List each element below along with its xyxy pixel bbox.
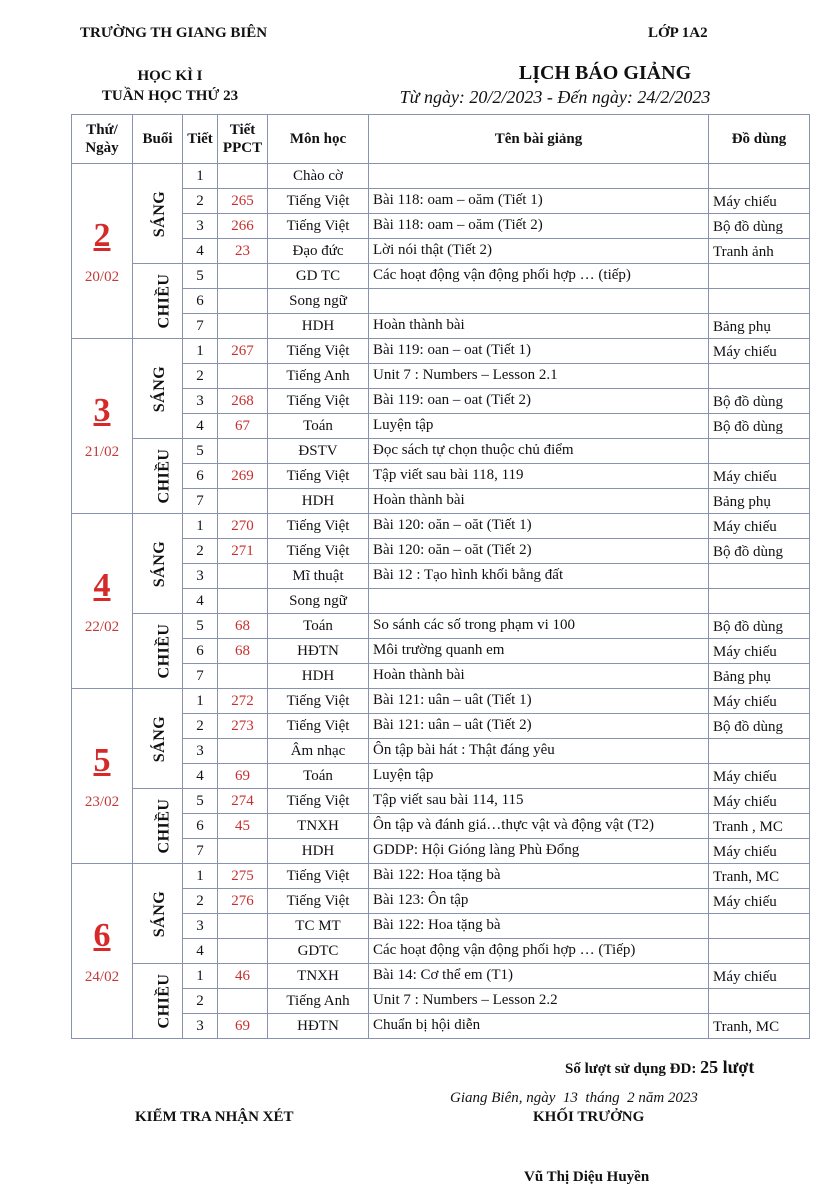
period-cell: 4 bbox=[183, 589, 218, 614]
session-label: CHIỀU bbox=[155, 623, 173, 679]
period-cell: 2 bbox=[183, 539, 218, 564]
date-range: Từ ngày: 20/2/2023 - Đến ngày: 24/2/2023 bbox=[399, 87, 711, 107]
subject-cell: HDH bbox=[268, 489, 369, 514]
lesson-cell: Bài 14: Cơ thể em (T1) bbox=[369, 964, 709, 989]
session-cell bbox=[133, 339, 183, 439]
equipment-cell: Máy chiếu bbox=[709, 789, 810, 814]
lesson-cell: Bài 119: oan – oat (Tiết 2) bbox=[369, 389, 709, 414]
subject-cell: Tiếng Việt bbox=[268, 389, 369, 414]
equipment-cell: Bộ đồ dùng bbox=[709, 614, 810, 639]
table-row bbox=[72, 564, 810, 589]
ppct-cell: 272 bbox=[218, 689, 268, 714]
period-cell: 7 bbox=[183, 664, 218, 689]
ppct-cell: 270 bbox=[218, 514, 268, 539]
ppct-cell: 69 bbox=[218, 1014, 268, 1039]
usage-value: 25 lượt bbox=[700, 1057, 755, 1077]
lesson-cell: So sánh các số trong phạm vi 100 bbox=[369, 614, 709, 639]
period-cell: 4 bbox=[183, 239, 218, 264]
session-label: SÁNG bbox=[151, 190, 169, 237]
subject-cell: Mĩ thuật bbox=[268, 564, 369, 589]
schedule-table bbox=[71, 114, 810, 1039]
term-label: HỌC KÌ I bbox=[137, 68, 203, 84]
period-cell: 1 bbox=[183, 689, 218, 714]
period-cell: 4 bbox=[183, 764, 218, 789]
session-cell bbox=[133, 439, 183, 514]
ppct-cell: 273 bbox=[218, 714, 268, 739]
subject-cell: GDTC bbox=[268, 939, 369, 964]
equipment-cell: Máy chiếu bbox=[709, 964, 810, 989]
ppct-cell bbox=[218, 939, 268, 964]
equipment-cell: Máy chiếu bbox=[709, 889, 810, 914]
ppct-cell: 274 bbox=[218, 789, 268, 814]
equipment-cell: Máy chiếu bbox=[709, 639, 810, 664]
lesson-cell: Các hoạt động vận động phối hợp … (Tiếp) bbox=[369, 939, 709, 964]
lesson-cell: Lời nói thật (Tiết 2) bbox=[369, 239, 709, 264]
lesson-cell: Hoàn thành bài bbox=[369, 489, 709, 514]
day-date: 21/02 bbox=[84, 444, 120, 460]
table-row bbox=[72, 414, 810, 439]
week-label: TUẦN HỌC THỨ 23 bbox=[101, 88, 239, 104]
equipment-cell: Bộ đồ dùng bbox=[709, 214, 810, 239]
lesson-cell: Bài 12 : Tạo hình khối bằng đất bbox=[369, 564, 709, 589]
equipment-cell: Bộ đồ dùng bbox=[709, 414, 810, 439]
period-cell: 2 bbox=[183, 714, 218, 739]
lesson-cell: Bài 118: oam – oăm (Tiết 2) bbox=[369, 214, 709, 239]
equipment-cell bbox=[709, 364, 810, 389]
ppct-cell bbox=[218, 914, 268, 939]
period-cell: 2 bbox=[183, 189, 218, 214]
subject-cell: GD TC bbox=[268, 264, 369, 289]
ppct-cell: 268 bbox=[218, 389, 268, 414]
session-cell bbox=[133, 689, 183, 789]
day-cell bbox=[72, 514, 133, 689]
session-label: SÁNG bbox=[151, 715, 169, 762]
table-row bbox=[72, 264, 810, 289]
ppct-cell bbox=[218, 989, 268, 1014]
col-header-subject: Môn học bbox=[268, 115, 369, 164]
subject-cell: HĐTN bbox=[268, 639, 369, 664]
subject-cell: Tiếng Việt bbox=[268, 189, 369, 214]
ppct-cell: 68 bbox=[218, 614, 268, 639]
term-block bbox=[80, 66, 260, 106]
day-cell bbox=[72, 339, 133, 514]
subject-cell: TNXH bbox=[268, 814, 369, 839]
equipment-cell: Máy chiếu bbox=[709, 189, 810, 214]
equipment-cell: Bộ đồ dùng bbox=[709, 539, 810, 564]
subject-cell: Tiếng Việt bbox=[268, 689, 369, 714]
lesson-cell: Hoàn thành bài bbox=[369, 314, 709, 339]
ppct-cell bbox=[218, 489, 268, 514]
table-row bbox=[72, 914, 810, 939]
lesson-cell bbox=[369, 589, 709, 614]
subject-cell: HĐTN bbox=[268, 1014, 369, 1039]
lesson-cell: Ôn tập và đánh giá…thực vật và động vật (T2) bbox=[369, 814, 709, 839]
subject-cell: Toán bbox=[268, 414, 369, 439]
period-cell: 6 bbox=[183, 639, 218, 664]
table-row bbox=[72, 589, 810, 614]
period-cell: 1 bbox=[183, 164, 218, 189]
period-cell: 3 bbox=[183, 914, 218, 939]
equipment-cell: Máy chiếu bbox=[709, 764, 810, 789]
ppct-cell bbox=[218, 839, 268, 864]
session-label: SÁNG bbox=[151, 365, 169, 412]
usage-label: Số lượt sử dụng ĐD: bbox=[565, 1061, 697, 1077]
usage-count bbox=[565, 1057, 754, 1078]
equipment-cell bbox=[709, 589, 810, 614]
table-row bbox=[72, 764, 810, 789]
table-row bbox=[72, 789, 810, 814]
table-row bbox=[72, 164, 810, 189]
period-cell: 6 bbox=[183, 289, 218, 314]
col-header-equipment: Đồ dùng bbox=[709, 115, 810, 164]
table-row bbox=[72, 314, 810, 339]
table-row bbox=[72, 739, 810, 764]
day-date: 22/02 bbox=[84, 619, 120, 635]
ppct-cell bbox=[218, 439, 268, 464]
lesson-cell: Unit 7 : Numbers – Lesson 2.2 bbox=[369, 989, 709, 1014]
session-label: CHIỀU bbox=[155, 973, 173, 1029]
period-cell: 5 bbox=[183, 614, 218, 639]
day-date: 24/02 bbox=[84, 969, 120, 985]
period-cell: 5 bbox=[183, 439, 218, 464]
col-header-day: Thứ/ Ngày bbox=[72, 115, 133, 164]
header-row bbox=[72, 115, 810, 164]
period-cell: 3 bbox=[183, 389, 218, 414]
session-label: SÁNG bbox=[151, 540, 169, 587]
subject-cell: HDH bbox=[268, 664, 369, 689]
equipment-cell bbox=[709, 264, 810, 289]
lesson-cell: Luyện tập bbox=[369, 414, 709, 439]
table-row bbox=[72, 639, 810, 664]
head-label: KHỐI TRƯỞNG bbox=[533, 1109, 645, 1125]
lesson-cell: Bài 119: oan – oat (Tiết 1) bbox=[369, 339, 709, 364]
lesson-cell: Luyện tập bbox=[369, 764, 709, 789]
subject-cell: Tiếng Việt bbox=[268, 464, 369, 489]
equipment-cell: Tranh, MC bbox=[709, 1014, 810, 1039]
subject-cell: Chào cờ bbox=[268, 164, 369, 189]
period-cell: 2 bbox=[183, 989, 218, 1014]
subject-cell: Tiếng Việt bbox=[268, 214, 369, 239]
table-row bbox=[72, 389, 810, 414]
lesson-cell: Bài 123: Ôn tập bbox=[369, 889, 709, 914]
table-row bbox=[72, 839, 810, 864]
ppct-cell: 275 bbox=[218, 864, 268, 889]
table-row bbox=[72, 939, 810, 964]
session-label: CHIỀU bbox=[155, 273, 173, 329]
lesson-cell: Bài 122: Hoa tặng bà bbox=[369, 914, 709, 939]
place-date: Giang Biên, ngày 13 tháng 2 năm 2023 bbox=[450, 1090, 698, 1106]
equipment-cell: Tranh ảnh bbox=[709, 239, 810, 264]
table-row bbox=[72, 664, 810, 689]
period-cell: 2 bbox=[183, 364, 218, 389]
period-cell: 1 bbox=[183, 964, 218, 989]
period-cell: 5 bbox=[183, 264, 218, 289]
ppct-cell: 276 bbox=[218, 889, 268, 914]
ppct-cell bbox=[218, 589, 268, 614]
lesson-cell: Môi trường quanh em bbox=[369, 639, 709, 664]
ppct-cell: 265 bbox=[218, 189, 268, 214]
period-cell: 4 bbox=[183, 939, 218, 964]
ppct-cell: 269 bbox=[218, 464, 268, 489]
period-cell: 1 bbox=[183, 339, 218, 364]
lesson-cell: Bài 120: oăn – oăt (Tiết 2) bbox=[369, 539, 709, 564]
period-cell: 5 bbox=[183, 789, 218, 814]
ppct-cell: 67 bbox=[218, 414, 268, 439]
lesson-cell: Tập viết sau bài 118, 119 bbox=[369, 464, 709, 489]
lesson-cell: Các hoạt động vận động phối hợp … (tiếp) bbox=[369, 264, 709, 289]
ppct-cell: 266 bbox=[218, 214, 268, 239]
col-header-session: Buổi bbox=[133, 115, 183, 164]
period-cell: 1 bbox=[183, 864, 218, 889]
subject-cell: Đạo đức bbox=[268, 239, 369, 264]
period-cell: 1 bbox=[183, 514, 218, 539]
table-row bbox=[72, 964, 810, 989]
col-header-period: Tiết bbox=[183, 115, 218, 164]
equipment-cell: Bảng phụ bbox=[709, 314, 810, 339]
ppct-cell bbox=[218, 289, 268, 314]
subject-cell: HDH bbox=[268, 314, 369, 339]
session-label: CHIỀU bbox=[155, 448, 173, 504]
equipment-cell bbox=[709, 164, 810, 189]
table-row bbox=[72, 814, 810, 839]
period-cell: 7 bbox=[183, 839, 218, 864]
table-row bbox=[72, 989, 810, 1014]
session-cell bbox=[133, 164, 183, 264]
equipment-cell: Bảng phụ bbox=[709, 489, 810, 514]
day-date: 23/02 bbox=[84, 794, 120, 810]
subject-cell: Âm nhạc bbox=[268, 739, 369, 764]
day-cell bbox=[72, 864, 133, 1039]
col-header-lesson: Tên bài giảng bbox=[369, 115, 709, 164]
ppct-cell: 68 bbox=[218, 639, 268, 664]
lesson-cell: Chuẩn bị hội diễn bbox=[369, 1014, 709, 1039]
equipment-cell bbox=[709, 564, 810, 589]
day-date: 20/02 bbox=[84, 269, 120, 285]
period-cell: 6 bbox=[183, 464, 218, 489]
lesson-cell: Ôn tập bài hát : Thật đáng yêu bbox=[369, 739, 709, 764]
day-number: 3 bbox=[93, 392, 111, 429]
table-row bbox=[72, 489, 810, 514]
table-row bbox=[72, 289, 810, 314]
table-row bbox=[72, 514, 810, 539]
lesson-cell: GDDP: Hội Gióng làng Phù Đổng bbox=[369, 839, 709, 864]
lesson-cell: Tập viết sau bài 114, 115 bbox=[369, 789, 709, 814]
page-title: LỊCH BÁO GIẢNG bbox=[518, 62, 692, 84]
lesson-cell: Unit 7 : Numbers – Lesson 2.1 bbox=[369, 364, 709, 389]
period-cell: 4 bbox=[183, 414, 218, 439]
session-cell bbox=[133, 964, 183, 1039]
subject-cell: Tiếng Anh bbox=[268, 989, 369, 1014]
table-row bbox=[72, 1014, 810, 1039]
ppct-cell: 271 bbox=[218, 539, 268, 564]
period-cell: 3 bbox=[183, 564, 218, 589]
ppct-cell: 46 bbox=[218, 964, 268, 989]
subject-cell: Tiếng Việt bbox=[268, 889, 369, 914]
period-cell: 3 bbox=[183, 214, 218, 239]
session-cell bbox=[133, 789, 183, 864]
ppct-cell: 267 bbox=[218, 339, 268, 364]
day-number: 2 bbox=[93, 217, 111, 254]
day-cell bbox=[72, 689, 133, 864]
subject-cell: Tiếng Việt bbox=[268, 539, 369, 564]
session-label: SÁNG bbox=[151, 890, 169, 937]
period-cell: 7 bbox=[183, 314, 218, 339]
ppct-cell bbox=[218, 364, 268, 389]
ppct-cell bbox=[218, 164, 268, 189]
ppct-cell bbox=[218, 564, 268, 589]
equipment-cell: Tranh, MC bbox=[709, 864, 810, 889]
table-row bbox=[72, 539, 810, 564]
equipment-cell: Máy chiếu bbox=[709, 689, 810, 714]
session-cell bbox=[133, 514, 183, 614]
subject-cell: Toán bbox=[268, 614, 369, 639]
lesson-cell: Bài 121: uân – uât (Tiết 1) bbox=[369, 689, 709, 714]
lesson-cell: Hoàn thành bài bbox=[369, 664, 709, 689]
period-cell: 3 bbox=[183, 739, 218, 764]
session-label: CHIỀU bbox=[155, 798, 173, 854]
equipment-cell: Máy chiếu bbox=[709, 464, 810, 489]
table-row bbox=[72, 714, 810, 739]
equipment-cell: Máy chiếu bbox=[709, 339, 810, 364]
table-row bbox=[72, 464, 810, 489]
equipment-cell: Máy chiếu bbox=[709, 514, 810, 539]
subject-cell: TNXH bbox=[268, 964, 369, 989]
subject-cell: Song ngữ bbox=[268, 589, 369, 614]
equipment-cell bbox=[709, 914, 810, 939]
equipment-cell bbox=[709, 739, 810, 764]
subject-cell: Tiếng Anh bbox=[268, 364, 369, 389]
equipment-cell: Bộ đồ dùng bbox=[709, 714, 810, 739]
table-row bbox=[72, 239, 810, 264]
lesson-cell bbox=[369, 164, 709, 189]
subject-cell: Tiếng Việt bbox=[268, 864, 369, 889]
lesson-cell: Bài 121: uân – uât (Tiết 2) bbox=[369, 714, 709, 739]
equipment-cell: Bảng phụ bbox=[709, 664, 810, 689]
check-label: KIỂM TRA NHẬN XÉT bbox=[135, 1109, 294, 1125]
subject-cell: Toán bbox=[268, 764, 369, 789]
lesson-cell: Bài 122: Hoa tặng bà bbox=[369, 864, 709, 889]
table-row bbox=[72, 864, 810, 889]
period-cell: 2 bbox=[183, 889, 218, 914]
table-row bbox=[72, 689, 810, 714]
subject-cell: HDH bbox=[268, 839, 369, 864]
ppct-cell: 69 bbox=[218, 764, 268, 789]
day-number: 5 bbox=[93, 742, 111, 779]
subject-cell: Tiếng Việt bbox=[268, 339, 369, 364]
lesson-cell: Bài 120: oăn – oăt (Tiết 1) bbox=[369, 514, 709, 539]
subject-cell: ĐSTV bbox=[268, 439, 369, 464]
period-cell: 3 bbox=[183, 1014, 218, 1039]
equipment-cell: Bộ đồ dùng bbox=[709, 389, 810, 414]
equipment-cell: Máy chiếu bbox=[709, 839, 810, 864]
ppct-cell bbox=[218, 664, 268, 689]
equipment-cell bbox=[709, 439, 810, 464]
ppct-cell: 45 bbox=[218, 814, 268, 839]
day-number: 6 bbox=[93, 917, 111, 954]
day-number: 4 bbox=[93, 567, 111, 604]
subject-cell: TC MT bbox=[268, 914, 369, 939]
subject-cell: Tiếng Việt bbox=[268, 714, 369, 739]
table-row bbox=[72, 189, 810, 214]
equipment-cell bbox=[709, 289, 810, 314]
session-cell bbox=[133, 264, 183, 339]
table-row bbox=[72, 214, 810, 239]
period-cell: 6 bbox=[183, 814, 218, 839]
school-name: TRƯỜNG TH GIANG BIÊN bbox=[80, 25, 268, 41]
session-cell bbox=[133, 864, 183, 964]
signer-name: Vũ Thị Diệu Huyền bbox=[524, 1169, 650, 1185]
class-name: LỚP 1A2 bbox=[648, 25, 708, 41]
day-cell bbox=[72, 164, 133, 339]
col-header-ppct: Tiết PPCT bbox=[218, 115, 268, 164]
lesson-cell bbox=[369, 289, 709, 314]
subject-cell: Tiếng Việt bbox=[268, 789, 369, 814]
table-row bbox=[72, 439, 810, 464]
equipment-cell bbox=[709, 939, 810, 964]
equipment-cell: Tranh , MC bbox=[709, 814, 810, 839]
subject-cell: Song ngữ bbox=[268, 289, 369, 314]
ppct-cell: 23 bbox=[218, 239, 268, 264]
table-row bbox=[72, 339, 810, 364]
subject-cell: Tiếng Việt bbox=[268, 514, 369, 539]
ppct-cell bbox=[218, 264, 268, 289]
table-row bbox=[72, 614, 810, 639]
session-cell bbox=[133, 614, 183, 689]
equipment-cell bbox=[709, 989, 810, 1014]
lesson-cell: Đọc sách tự chọn thuộc chủ điểm bbox=[369, 439, 709, 464]
lesson-cell: Bài 118: oam – oăm (Tiết 1) bbox=[369, 189, 709, 214]
table-row bbox=[72, 364, 810, 389]
period-cell: 7 bbox=[183, 489, 218, 514]
table-row bbox=[72, 889, 810, 914]
ppct-cell bbox=[218, 739, 268, 764]
schedule-body bbox=[72, 164, 810, 1039]
ppct-cell bbox=[218, 314, 268, 339]
